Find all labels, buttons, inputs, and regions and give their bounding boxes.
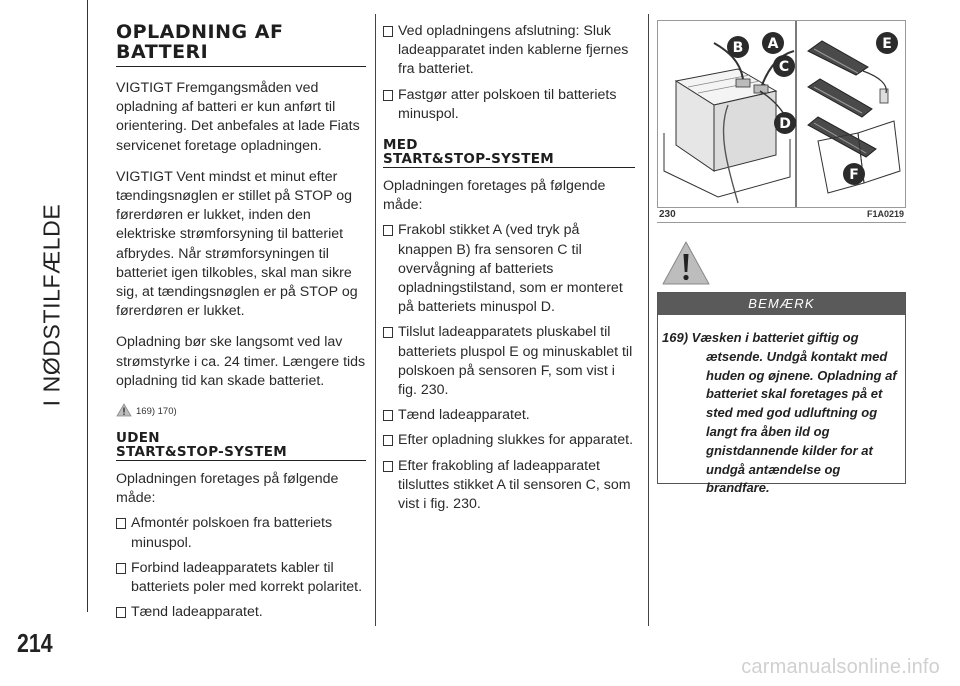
section-heading: OPLADNING AF BATTERI (116, 21, 284, 63)
note-text (658, 315, 905, 498)
label-d (774, 112, 796, 134)
checkbox-bullet-icon (116, 518, 126, 529)
heading-rule (383, 167, 635, 168)
checkbox-bullet-icon (383, 225, 393, 236)
paragraph: VIGTIGT Vent mindst et minut efter tændingsnøglen er stillet på STOP og førerdøren er lukket, inden den elektriske strømforsyning til batteriet afbrydes. Når strømforsyningen til batteriet igen tilkobles, skal man sikre sig, at tændingsnøglen er på STOP og førerdøren er lukket. (116, 168, 358, 320)
svg-text:A: A (767, 36, 779, 52)
column-divider (648, 14, 649, 626)
checkbox-bullet-icon (383, 26, 393, 37)
list-item: Ved opladningens afslutning: Sluk ladeapparatet inden kablerne fjernes fra batteriet. (383, 22, 635, 80)
figure-code: F1A0219 (866, 209, 904, 219)
warning-triangle-icon (661, 240, 711, 286)
column-left (116, 22, 366, 628)
list-item: Efter opladning slukkes for apparatet. (383, 431, 635, 450)
svg-text:E: E (882, 36, 892, 52)
checkbox-bullet-icon (383, 410, 393, 421)
list-item: Afmontér polskoen fra batteriets minuspol. (116, 514, 366, 552)
figure-caption (657, 209, 906, 223)
label-b (727, 36, 749, 58)
warning-reference (116, 403, 366, 417)
subsection-heading: MED START&STOP-SYSTEM (383, 137, 554, 168)
label-e (876, 32, 898, 54)
paragraph: Opladning bør ske langsomt ved lav strømstyrke i ca. 24 timer. Længere tids opladning tid kan skade batteriet. (116, 334, 366, 389)
battery-figure (657, 20, 906, 208)
label-f (843, 163, 865, 185)
note-box (657, 292, 906, 496)
note-number: 169) (662, 330, 689, 345)
heading-rule (116, 460, 366, 461)
svg-text:F: F (849, 167, 859, 183)
warning-reference-text: 169) 170) (136, 406, 177, 418)
intro-text: Opladningen foretages på følgende måde: (383, 178, 606, 214)
paragraph: VIGTIGT Fremgangsmåden ved opladning af batteri er kun anført til orientering. Det anbefales at lade Fiats servicenet foretage opladningen. (116, 80, 360, 154)
list-item: Frakobl stikket A (ved tryk på knappen B) fra sensoren C til overvågning af batteriets opladningstilstand, som er monteret på batteriets minuspol D. (383, 221, 635, 317)
figure-labels (658, 21, 905, 207)
column-divider (375, 14, 376, 626)
svg-text:B: B (732, 40, 744, 56)
label-c (773, 55, 795, 77)
side-tab (0, 0, 88, 612)
svg-text:D: D (779, 116, 791, 132)
list-item: Tænd ladeapparatet. (116, 603, 366, 622)
list-item: Efter frakobling af ladeapparatet tilsluttes stikket A til sensoren C, som vist i fig. 230. (383, 457, 635, 515)
checkbox-bullet-icon (116, 563, 126, 574)
heading-rule (116, 66, 366, 67)
watermark: carmanualsonline.info (741, 656, 940, 678)
list-item: Fastgør atter polskoen til batteriets minuspol. (383, 86, 635, 124)
list-item: Forbind ladeapparatets kabler til batteriets poler med korrekt polaritet. (116, 559, 366, 597)
note-heading: BEMÆRK (658, 293, 905, 315)
checkbox-bullet-icon (383, 90, 393, 101)
checkbox-bullet-icon (383, 327, 393, 338)
label-a (762, 32, 784, 54)
column-middle (383, 22, 635, 520)
checkbox-bullet-icon (116, 607, 126, 618)
page-number: 214 (17, 628, 53, 658)
note-body: Væsken i batteriet giftig og ætsende. Undgå kontakt med huden og øjnene. Opladning af batteriet skal foretages på et sted med god udluftning og langt fra åben ild og gnistdannende kilder for at undgå antændelse og brandfare. (691, 330, 897, 496)
list-item: Tænd ladeapparatet. (383, 406, 635, 425)
checkbox-bullet-icon (383, 435, 393, 446)
checkbox-bullet-icon (383, 461, 393, 472)
figure-number: 230 (659, 209, 676, 220)
chapter-title: I NØDSTILFÆLDE (38, 203, 65, 407)
subsection-heading: UDEN START&STOP-SYSTEM (116, 430, 287, 461)
warning-triangle-icon (116, 403, 132, 417)
svg-text:C: C (778, 59, 790, 75)
intro-text: Opladningen foretages på følgende måde: (116, 471, 339, 507)
list-item: Tilslut ladeapparatets pluskabel til batteriets pluspol E og minuskablet til polskoen på sensoren F, som vist i fig. 230. (383, 323, 635, 400)
